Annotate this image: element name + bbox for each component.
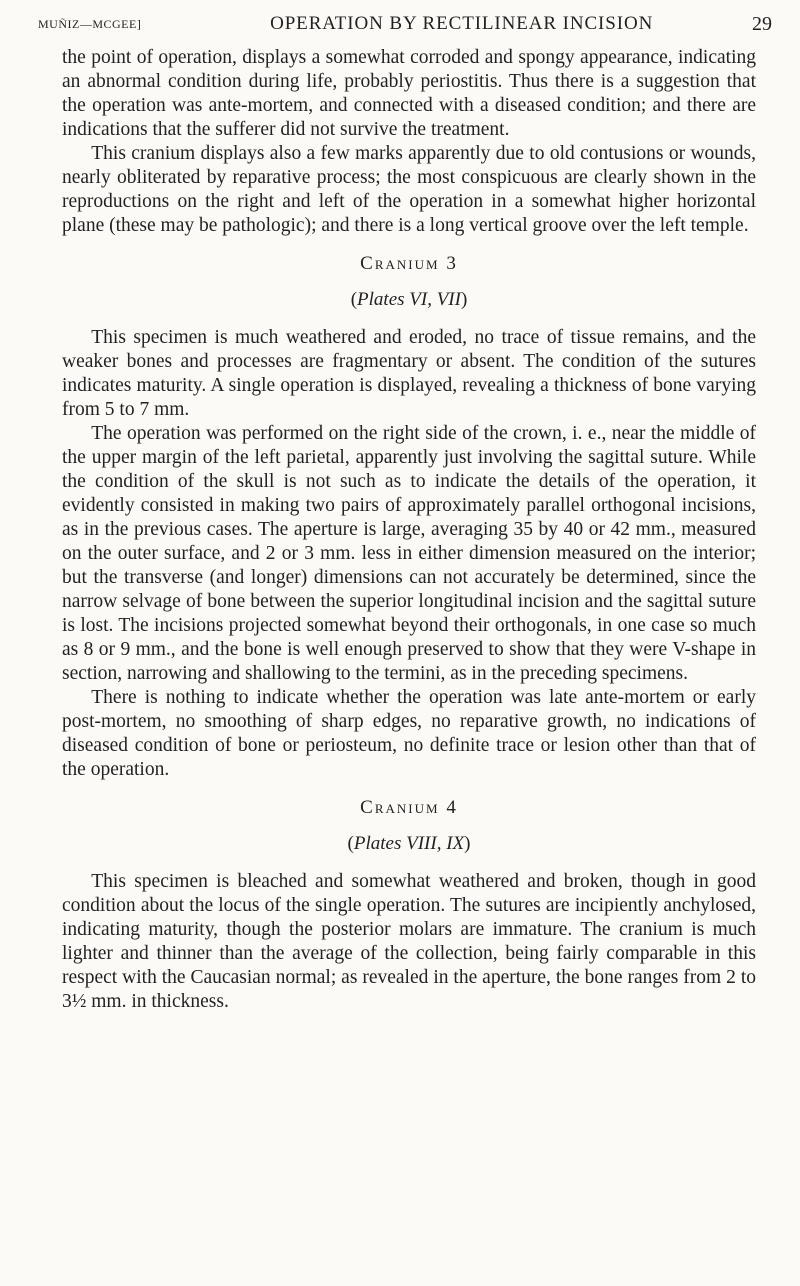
plates-reference-text: Plates VI, VII <box>357 289 461 310</box>
running-header-authors: MUÑIZ—MCGEE] <box>38 16 142 31</box>
section-heading-cranium-4: Cranium 4 <box>360 797 458 818</box>
plates-reference-text: Plates VIII, IX <box>353 833 465 854</box>
page-number: 29 <box>751 12 772 35</box>
paragraph: There is nothing to indicate whether the operation was late ante-mortem or early post-mortem, no smoothing of sharp edges, no reparative growth, no indications of diseased condition of bone or periosteum, no definite trace or lesion other than that of the operation. <box>62 687 756 780</box>
section-heading-cranium-3: Cranium 3 <box>360 253 458 274</box>
plates-reference: (Plates VIII, IX) <box>347 833 471 854</box>
paragraph: the point of operation, displays a somewhat corroded and spongy appearance, indicating an abnormal condition during life, probably periostitis. Thus there is a suggestion that the operation was ante-mortem, and connected with a diseased condition; and there are indications that the sufferer did not survive the treatment. <box>62 47 756 140</box>
paragraph: This specimen is bleached and somewhat weathered and broken, though in good condition about the locus of the single operation. The sutures are incipiently anchylosed, indicating maturity, though the posterior molars are immature. The cranium is much lighter and thinner than the average of the collection, being fairly comparable in this respect with the Caucasian normal; as revealed in the aperture, the bone ranges from 2 to 3½ mm. in thickness. <box>62 871 756 1012</box>
running-header-title: OPERATION BY RECTILINEAR INCISION <box>270 13 654 34</box>
running-header <box>38 4 772 44</box>
paragraph: The operation was performed on the right side of the crown, i. e., near the middle of the upper margin of the left parietal, apparently just involving the sagittal suture. While the condition of the skull is not such as to indicate the details of the operation, it evidently consisted in making two pairs of approximately parallel orthogonal incisions, as in the previous cases. The aperture is large, averaging 35 by 40 or 42 mm., measured on the outer surface, and 2 or 3 mm. less in either dimension measured on the interior; but the transverse (and longer) dimensions can not accurately be determined, since the narrow selvage of bone between the superior longitudinal incision and the sagittal suture is lost. The incisions projected somewhat beyond their orthogonals, in one case so much as 8 or 9 mm., and the bone is well enough preserved to show that they were V-shape in section, narrowing and shallowing to the termini, as in the preceding specimens. <box>62 423 756 684</box>
page-body <box>62 46 756 1014</box>
plates-reference: (Plates VI, VII) <box>350 289 468 310</box>
paragraph: This specimen is much weathered and eroded, no trace of tissue remains, and the weaker bones and processes are fragmentary or absent. The condition of the sutures indicates maturity. A single operation is displayed, revealing a thickness of bone varying from 5 to 7 mm. <box>62 327 756 420</box>
paragraph: This cranium displays also a few marks apparently due to old contusions or wounds, nearly obliterated by reparative process; the most conspicuous are clearly shown in the reproductions on the right and left of the operation in a somewhat higher horizontal plane (these may be pathologic); and there is a long vertical groove over the left temple. <box>62 143 756 236</box>
